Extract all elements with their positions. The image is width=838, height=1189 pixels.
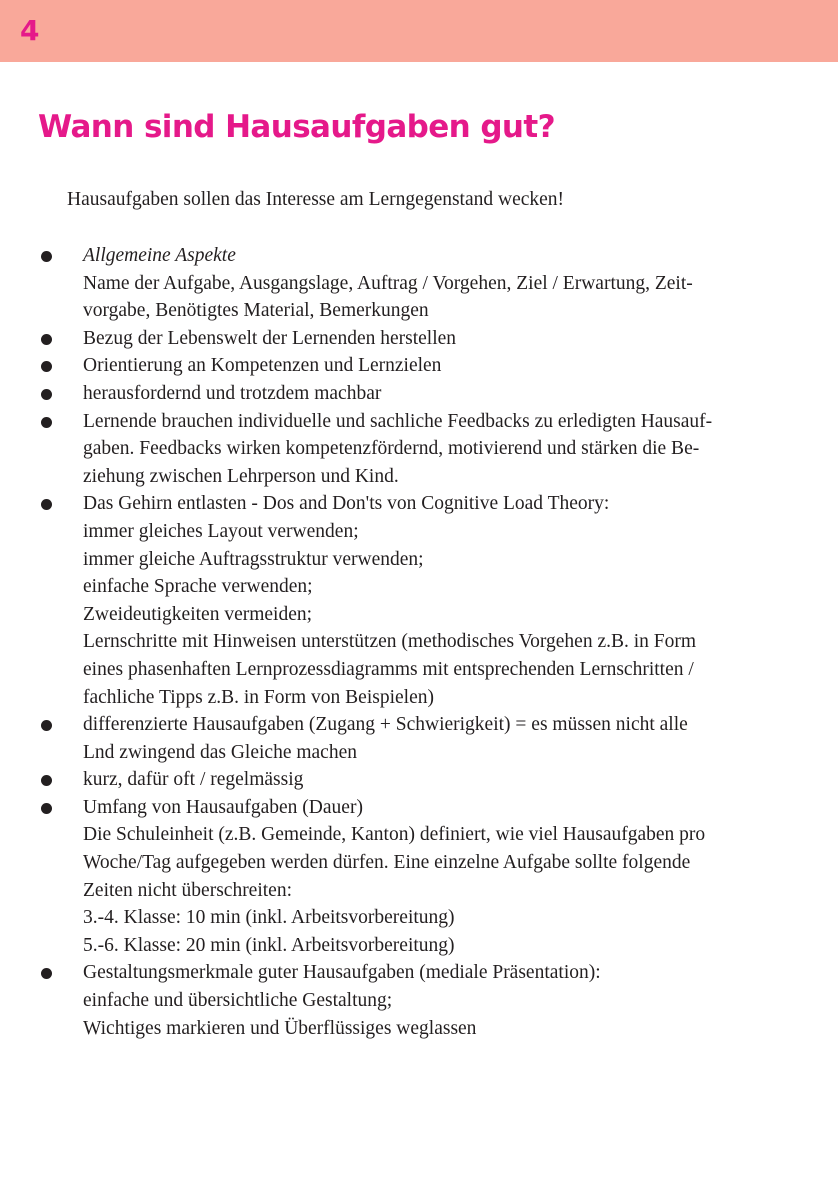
page-number: 4 <box>20 14 40 47</box>
intro-text: Hausaufgaben sollen das Interesse am Lerngegenstand wecken! <box>67 189 565 210</box>
list-item <box>0 711 838 766</box>
list-item-heading: kurz, dafür oft / regelmässig <box>83 769 304 791</box>
list-item-heading: Bezug der Lebenswelt der Lernenden herstellen <box>83 327 457 349</box>
list-item-line: gaben. Feedbacks wirken kompetenzfördernd, motivierend und stärken die Be- <box>83 438 700 460</box>
list-item-line: Zeiten nicht überschreiten: <box>83 879 292 901</box>
list-item <box>0 352 838 380</box>
list-item <box>0 408 838 491</box>
page-title: Wann sind Hausaufgaben gut? <box>38 109 555 145</box>
list-item-line: Name der Aufgabe, Ausgangslage, Auftrag / Vorgehen, Ziel / Erwartung, Zeit- <box>83 272 693 294</box>
bullet-dot-icon <box>41 499 52 510</box>
list-item-line: Lernschritte mit Hinweisen unterstützen (methodisches Vorgehen z.B. in Form <box>83 631 697 653</box>
list-item-line: Woche/Tag aufgegeben werden dürfen. Eine einzelne Aufgabe sollte folgende <box>83 852 691 874</box>
bullet-dot-icon <box>41 361 52 372</box>
bullet-dot-icon <box>41 720 52 731</box>
bullet-dot-icon <box>41 251 52 262</box>
header-band <box>0 0 838 62</box>
list-item <box>0 242 838 325</box>
list-item-heading: Das Gehirn entlasten - Dos and Don'ts von Cognitive Load Theory: <box>83 493 610 515</box>
bullet-list <box>0 242 838 1042</box>
list-item-heading: Allgemeine Aspekte <box>83 245 236 266</box>
list-item-line: immer gleiches Layout verwenden; <box>83 520 359 542</box>
list-item-line: Die Schuleinheit (z.B. Gemeinde, Kanton) definiert, wie viel Hausaufgaben pro <box>83 824 706 846</box>
list-item-line: ziehung zwischen Lehrperson und Kind. <box>83 465 399 487</box>
list-item-heading: herausfordernd und trotzdem machbar <box>83 382 382 404</box>
list-item-heading: Gestaltungsmerkmale guter Hausaufgaben (mediale Präsentation): <box>83 962 601 984</box>
list-item-line: einfache und übersichtliche Gestaltung; <box>83 990 393 1012</box>
bullet-dot-icon <box>41 968 52 979</box>
list-item <box>0 490 838 711</box>
list-item-line: eines phasenhaften Lernprozessdiagramms mit entsprechenden Lernschritten / <box>83 658 694 680</box>
list-item-line: 3.-4. Klasse: 10 min (inkl. Arbeitsvorbereitung) <box>83 907 455 929</box>
list-item <box>0 380 838 408</box>
list-item-heading: Umfang von Hausaufgaben (Dauer) <box>83 796 363 818</box>
list-item <box>0 766 838 794</box>
list-item <box>0 794 838 960</box>
list-item-heading: differenzierte Hausaufgaben (Zugang + Schwierigkeit) = es müssen nicht alle <box>83 714 688 736</box>
list-item-line: Wichtiges markieren und Überflüssiges weglassen <box>83 1017 477 1039</box>
list-item-line: vorgabe, Benötigtes Material, Bemerkungen <box>83 300 429 322</box>
bullet-dot-icon <box>41 775 52 786</box>
list-item <box>0 959 838 1042</box>
list-item-line: immer gleiche Auftragsstruktur verwenden; <box>83 548 424 570</box>
list-item-heading: Lernende brauchen individuelle und sachliche Feedbacks zu erledigten Hausauf- <box>83 410 713 432</box>
list-item-line: einfache Sprache verwenden; <box>83 576 313 598</box>
list-item-line: Zweideutigkeiten vermeiden; <box>83 603 313 625</box>
list-item-line: fachliche Tipps z.B. in Form von Beispielen) <box>83 686 434 708</box>
list-item-line: 5.-6. Klasse: 20 min (inkl. Arbeitsvorbereitung) <box>83 934 455 956</box>
bullet-dot-icon <box>41 803 52 814</box>
list-item-line: Lnd zwingend das Gleiche machen <box>83 741 357 763</box>
bullet-dot-icon <box>41 417 52 428</box>
bullet-dot-icon <box>41 334 52 345</box>
bullet-dot-icon <box>41 389 52 400</box>
list-item <box>0 325 838 353</box>
list-item-heading: Orientierung an Kompetenzen und Lernzielen <box>83 355 442 377</box>
